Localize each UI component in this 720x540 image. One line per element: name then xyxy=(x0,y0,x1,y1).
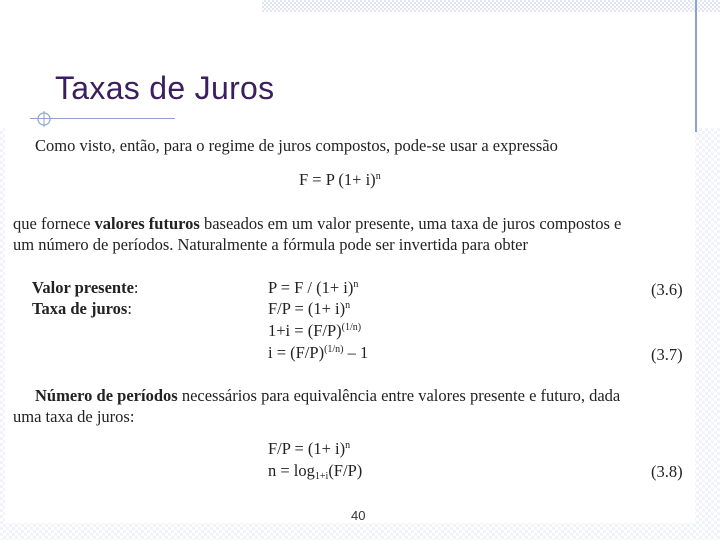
formula-n-sub: 1+i xyxy=(314,471,329,482)
formula-fp2 xyxy=(268,439,350,459)
formula-pv-base: P = F / (1+ i) xyxy=(268,278,354,297)
label-pv-text: Valor presente xyxy=(32,278,134,297)
formula-onei-base: 1+i = (F/P) xyxy=(268,321,342,340)
paragraph-line-1 xyxy=(13,214,621,234)
np-bold: Número de períodos xyxy=(35,386,178,405)
label-rate-colon: : xyxy=(127,299,132,318)
formula-i-tail: – 1 xyxy=(343,343,369,362)
decorative-checker-band-top xyxy=(262,0,720,12)
formula-fp1 xyxy=(268,299,350,319)
formula-i-base: i = (F/P) xyxy=(268,343,325,362)
formula-n-tail: (F/P) xyxy=(328,461,363,480)
np-after: necessários para equivalência entre valores presente e futuro, dada xyxy=(177,386,621,405)
slide-title: Taxas de Juros xyxy=(55,70,275,106)
equation-number-3-8: (3.8) xyxy=(651,462,683,481)
p1-before: que fornece xyxy=(13,214,95,233)
formula-n xyxy=(268,461,362,481)
p1-bold: valores futuros xyxy=(94,214,200,233)
periods-line-2: uma taxa de juros: xyxy=(13,407,135,426)
equation-number-3-6: (3.6) xyxy=(651,280,683,299)
crosshair-circle-icon xyxy=(36,111,52,127)
label-pv-colon: : xyxy=(133,278,139,297)
formula-main-base: F = P (1+ i) xyxy=(299,170,376,189)
decorative-vertical-line xyxy=(695,0,697,132)
paragraph-line-2: um número de períodos. Naturalmente a fórmula pode ser invertida para obter xyxy=(13,235,528,254)
formula-fp1-exp: n xyxy=(345,300,351,311)
p1-after: baseados em um valor presente, uma taxa de juros compostos e xyxy=(199,214,622,233)
formula-main xyxy=(299,170,381,190)
formula-i-exp: (1/n) xyxy=(324,344,344,355)
formula-main-exp: n xyxy=(375,171,381,182)
formula-n-base: n = log xyxy=(268,461,315,480)
formula-i xyxy=(268,343,368,363)
formula-fp2-base: F/P = (1+ i) xyxy=(268,439,346,458)
scanned-text-page xyxy=(5,128,695,523)
page-number: 40 xyxy=(351,508,366,523)
formula-pv xyxy=(268,278,358,298)
intro-line: Como visto, então, para o regime de juros compostos, pode-se usar a expressão xyxy=(35,136,558,155)
formula-one-plus-i xyxy=(268,321,361,341)
formula-fp1-base: F/P = (1+ i) xyxy=(268,299,346,318)
equation-number-3-7: (3.7) xyxy=(651,345,683,364)
formula-onei-exp: (1/n) xyxy=(341,322,362,333)
label-present-value xyxy=(32,278,139,298)
formula-fp2-exp: n xyxy=(345,440,351,451)
label-rate-text: Taxa de juros xyxy=(32,299,128,318)
formula-pv-exp: n xyxy=(353,279,359,290)
periods-line-1 xyxy=(35,386,620,406)
label-interest-rate xyxy=(32,299,132,319)
